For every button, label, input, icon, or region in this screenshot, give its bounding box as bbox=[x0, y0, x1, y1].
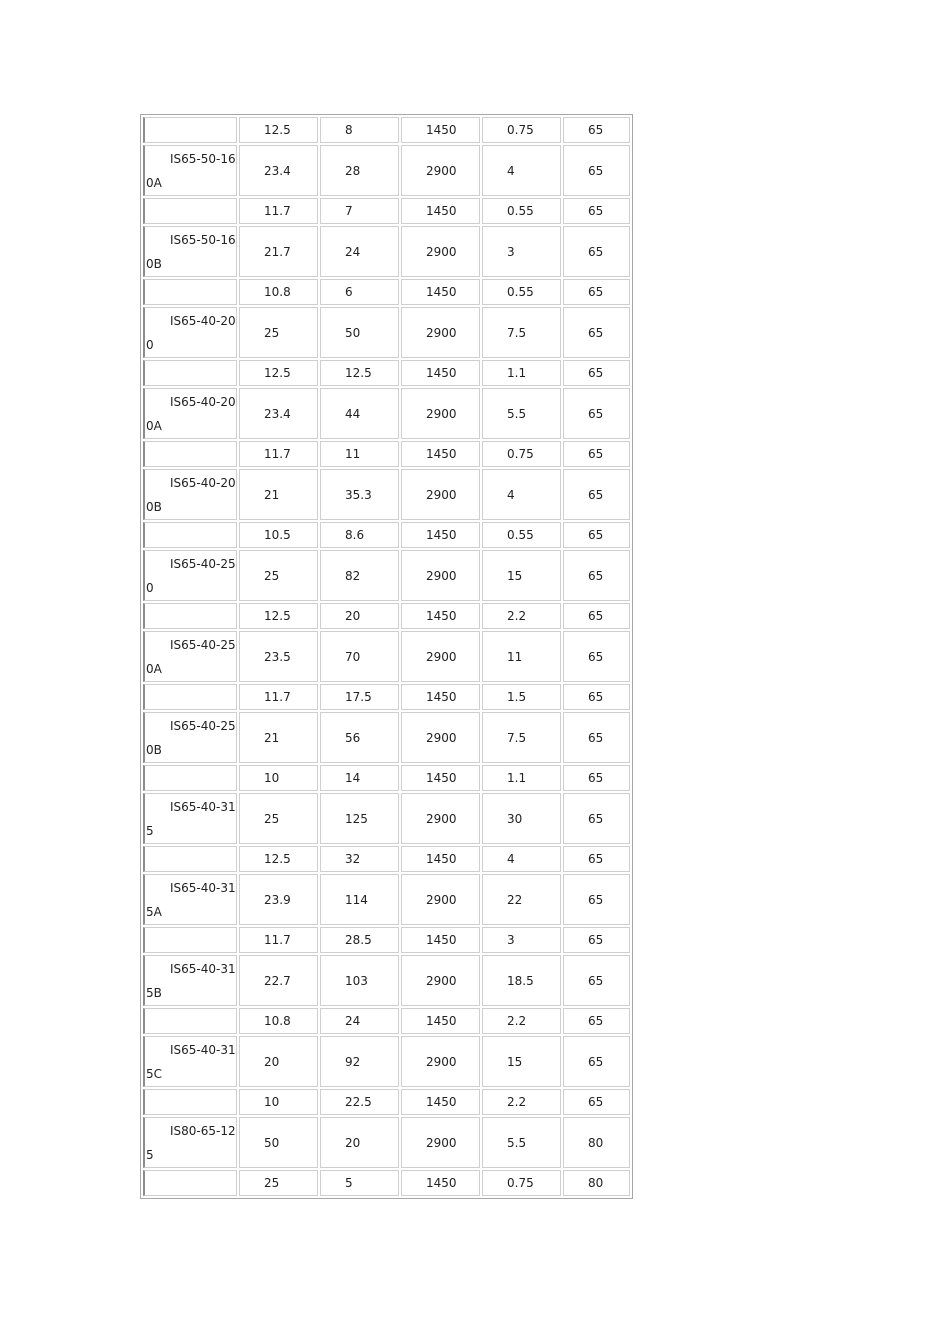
speed-cell: 1450 bbox=[401, 1170, 480, 1196]
size-cell: 65 bbox=[563, 522, 630, 548]
speed-cell: 1450 bbox=[401, 1089, 480, 1115]
power-cell: 1.5 bbox=[482, 684, 561, 710]
power-cell: 1.1 bbox=[482, 360, 561, 386]
flow-cell: 25 bbox=[239, 1170, 318, 1196]
power-cell: 1.1 bbox=[482, 765, 561, 791]
flow-cell: 20 bbox=[239, 1036, 318, 1087]
speed-cell: 2900 bbox=[401, 874, 480, 925]
table-row-low-speed bbox=[143, 1008, 630, 1034]
power-cell: 0.55 bbox=[482, 522, 561, 548]
model-cell-empty bbox=[143, 684, 237, 710]
head-cell: 35.3 bbox=[320, 469, 399, 520]
speed-cell: 1450 bbox=[401, 765, 480, 791]
pump-spec-table-body bbox=[143, 117, 630, 1196]
model-cell bbox=[143, 631, 237, 682]
flow-cell: 23.4 bbox=[239, 388, 318, 439]
speed-cell: 1450 bbox=[401, 360, 480, 386]
table-row-low-speed bbox=[143, 279, 630, 305]
table-row-model bbox=[143, 874, 630, 925]
size-cell: 65 bbox=[563, 145, 630, 196]
speed-cell: 2900 bbox=[401, 1117, 480, 1168]
table-row-model bbox=[143, 388, 630, 439]
head-cell: 12.5 bbox=[320, 360, 399, 386]
size-cell: 65 bbox=[563, 307, 630, 358]
model-cell bbox=[143, 388, 237, 439]
table-row-model bbox=[143, 550, 630, 601]
head-cell: 6 bbox=[320, 279, 399, 305]
head-cell: 14 bbox=[320, 765, 399, 791]
table-row-low-speed bbox=[143, 117, 630, 143]
head-cell: 20 bbox=[320, 1117, 399, 1168]
flow-cell: 11.7 bbox=[239, 441, 318, 467]
power-cell: 11 bbox=[482, 631, 561, 682]
model-name-line-2: 0A bbox=[146, 661, 162, 676]
power-cell: 2.2 bbox=[482, 603, 561, 629]
model-name-line-1: IS65-40-20 bbox=[170, 313, 236, 328]
model-name-line-1: IS65-40-31 bbox=[170, 799, 236, 814]
model-name-line-2: 5 bbox=[146, 823, 154, 838]
speed-cell: 1450 bbox=[401, 522, 480, 548]
size-cell: 65 bbox=[563, 1089, 630, 1115]
power-cell: 4 bbox=[482, 145, 561, 196]
power-cell: 7.5 bbox=[482, 307, 561, 358]
speed-cell: 2900 bbox=[401, 226, 480, 277]
model-name-line-1: IS65-50-16 bbox=[170, 232, 236, 247]
flow-cell: 21 bbox=[239, 469, 318, 520]
flow-cell: 21.7 bbox=[239, 226, 318, 277]
model-cell-empty bbox=[143, 441, 237, 467]
size-cell: 65 bbox=[563, 198, 630, 224]
flow-cell: 23.5 bbox=[239, 631, 318, 682]
size-cell: 65 bbox=[563, 955, 630, 1006]
speed-cell: 2900 bbox=[401, 550, 480, 601]
table-row-low-speed bbox=[143, 927, 630, 953]
model-name-line-1: IS65-40-31 bbox=[170, 961, 236, 976]
model-cell-empty bbox=[143, 117, 237, 143]
model-name-line-1: IS65-40-31 bbox=[170, 1042, 236, 1057]
power-cell: 2.2 bbox=[482, 1089, 561, 1115]
flow-cell: 23.4 bbox=[239, 145, 318, 196]
table-row-low-speed bbox=[143, 522, 630, 548]
size-cell: 65 bbox=[563, 927, 630, 953]
head-cell: 7 bbox=[320, 198, 399, 224]
model-name-line-1: IS80-65-12 bbox=[170, 1123, 236, 1138]
model-name-line-1: IS65-40-25 bbox=[170, 556, 236, 571]
size-cell: 65 bbox=[563, 603, 630, 629]
model-cell-empty bbox=[143, 765, 237, 791]
head-cell: 5 bbox=[320, 1170, 399, 1196]
model-cell-empty bbox=[143, 1008, 237, 1034]
size-cell: 65 bbox=[563, 360, 630, 386]
power-cell: 0.75 bbox=[482, 1170, 561, 1196]
model-name-line-2: 0A bbox=[146, 175, 162, 190]
head-cell: 8 bbox=[320, 117, 399, 143]
table-row-low-speed bbox=[143, 765, 630, 791]
flow-cell: 23.9 bbox=[239, 874, 318, 925]
speed-cell: 2900 bbox=[401, 712, 480, 763]
head-cell: 92 bbox=[320, 1036, 399, 1087]
speed-cell: 1450 bbox=[401, 441, 480, 467]
model-cell bbox=[143, 712, 237, 763]
speed-cell: 1450 bbox=[401, 846, 480, 872]
model-name-line-2: 0B bbox=[146, 256, 162, 271]
flow-cell: 22.7 bbox=[239, 955, 318, 1006]
model-cell bbox=[143, 955, 237, 1006]
flow-cell: 12.5 bbox=[239, 603, 318, 629]
speed-cell: 1450 bbox=[401, 279, 480, 305]
speed-cell: 1450 bbox=[401, 603, 480, 629]
head-cell: 70 bbox=[320, 631, 399, 682]
speed-cell: 2900 bbox=[401, 388, 480, 439]
speed-cell: 2900 bbox=[401, 145, 480, 196]
power-cell: 15 bbox=[482, 550, 561, 601]
table-row-model bbox=[143, 307, 630, 358]
power-cell: 4 bbox=[482, 846, 561, 872]
head-cell: 24 bbox=[320, 1008, 399, 1034]
power-cell: 2.2 bbox=[482, 1008, 561, 1034]
speed-cell: 1450 bbox=[401, 684, 480, 710]
model-name-line-2: 5C bbox=[146, 1066, 163, 1081]
head-cell: 56 bbox=[320, 712, 399, 763]
size-cell: 65 bbox=[563, 1008, 630, 1034]
table-row-low-speed bbox=[143, 198, 630, 224]
flow-cell: 12.5 bbox=[239, 360, 318, 386]
model-cell-empty bbox=[143, 927, 237, 953]
power-cell: 0.75 bbox=[482, 117, 561, 143]
model-cell bbox=[143, 145, 237, 196]
model-name-line-2: 0B bbox=[146, 742, 162, 757]
flow-cell: 10.8 bbox=[239, 279, 318, 305]
head-cell: 17.5 bbox=[320, 684, 399, 710]
power-cell: 7.5 bbox=[482, 712, 561, 763]
flow-cell: 11.7 bbox=[239, 927, 318, 953]
document-page bbox=[140, 114, 631, 1199]
model-cell bbox=[143, 793, 237, 844]
flow-cell: 10.8 bbox=[239, 1008, 318, 1034]
model-cell-empty bbox=[143, 1089, 237, 1115]
speed-cell: 2900 bbox=[401, 307, 480, 358]
size-cell: 65 bbox=[563, 550, 630, 601]
size-cell: 65 bbox=[563, 765, 630, 791]
head-cell: 50 bbox=[320, 307, 399, 358]
size-cell: 65 bbox=[563, 793, 630, 844]
flow-cell: 25 bbox=[239, 550, 318, 601]
table-row-model bbox=[143, 955, 630, 1006]
power-cell: 5.5 bbox=[482, 388, 561, 439]
flow-cell: 11.7 bbox=[239, 198, 318, 224]
head-cell: 82 bbox=[320, 550, 399, 601]
power-cell: 0.75 bbox=[482, 441, 561, 467]
model-name-line-1: IS65-40-25 bbox=[170, 718, 236, 733]
head-cell: 114 bbox=[320, 874, 399, 925]
head-cell: 28.5 bbox=[320, 927, 399, 953]
model-cell bbox=[143, 550, 237, 601]
table-row-low-speed bbox=[143, 1170, 630, 1196]
speed-cell: 2900 bbox=[401, 469, 480, 520]
model-cell bbox=[143, 307, 237, 358]
flow-cell: 10 bbox=[239, 765, 318, 791]
model-cell bbox=[143, 874, 237, 925]
head-cell: 125 bbox=[320, 793, 399, 844]
model-name-line-1: IS65-40-25 bbox=[170, 637, 236, 652]
head-cell: 32 bbox=[320, 846, 399, 872]
flow-cell: 10 bbox=[239, 1089, 318, 1115]
head-cell: 103 bbox=[320, 955, 399, 1006]
speed-cell: 2900 bbox=[401, 793, 480, 844]
model-name-line-2: 5B bbox=[146, 985, 162, 1000]
table-row-model bbox=[143, 631, 630, 682]
power-cell: 4 bbox=[482, 469, 561, 520]
model-name-line-2: 0 bbox=[146, 580, 154, 595]
flow-cell: 12.5 bbox=[239, 117, 318, 143]
power-cell: 0.55 bbox=[482, 279, 561, 305]
flow-cell: 25 bbox=[239, 793, 318, 844]
flow-cell: 50 bbox=[239, 1117, 318, 1168]
head-cell: 44 bbox=[320, 388, 399, 439]
size-cell: 80 bbox=[563, 1170, 630, 1196]
power-cell: 15 bbox=[482, 1036, 561, 1087]
speed-cell: 2900 bbox=[401, 955, 480, 1006]
head-cell: 22.5 bbox=[320, 1089, 399, 1115]
table-row-model bbox=[143, 469, 630, 520]
size-cell: 80 bbox=[563, 1117, 630, 1168]
table-row-model bbox=[143, 1036, 630, 1087]
head-cell: 8.6 bbox=[320, 522, 399, 548]
table-row-model bbox=[143, 1117, 630, 1168]
model-cell bbox=[143, 1036, 237, 1087]
table-row-model bbox=[143, 793, 630, 844]
table-row-model bbox=[143, 145, 630, 196]
size-cell: 65 bbox=[563, 712, 630, 763]
power-cell: 5.5 bbox=[482, 1117, 561, 1168]
size-cell: 65 bbox=[563, 1036, 630, 1087]
table-row-model bbox=[143, 226, 630, 277]
speed-cell: 1450 bbox=[401, 927, 480, 953]
flow-cell: 25 bbox=[239, 307, 318, 358]
flow-cell: 12.5 bbox=[239, 846, 318, 872]
speed-cell: 1450 bbox=[401, 198, 480, 224]
model-cell bbox=[143, 469, 237, 520]
size-cell: 65 bbox=[563, 874, 630, 925]
flow-cell: 11.7 bbox=[239, 684, 318, 710]
size-cell: 65 bbox=[563, 469, 630, 520]
table-row-low-speed bbox=[143, 441, 630, 467]
table-row-low-speed bbox=[143, 1089, 630, 1115]
speed-cell: 1450 bbox=[401, 117, 480, 143]
size-cell: 65 bbox=[563, 846, 630, 872]
size-cell: 65 bbox=[563, 117, 630, 143]
table-row-low-speed bbox=[143, 360, 630, 386]
model-name-line-1: IS65-40-31 bbox=[170, 880, 236, 895]
model-name-line-1: IS65-50-16 bbox=[170, 151, 236, 166]
model-cell bbox=[143, 226, 237, 277]
flow-cell: 10.5 bbox=[239, 522, 318, 548]
power-cell: 0.55 bbox=[482, 198, 561, 224]
table-row-low-speed bbox=[143, 846, 630, 872]
pump-spec-table bbox=[140, 114, 633, 1199]
model-name-line-2: 5 bbox=[146, 1147, 154, 1162]
model-name-line-1: IS65-40-20 bbox=[170, 475, 236, 490]
head-cell: 24 bbox=[320, 226, 399, 277]
model-cell-empty bbox=[143, 1170, 237, 1196]
power-cell: 3 bbox=[482, 226, 561, 277]
model-name-line-2: 0B bbox=[146, 499, 162, 514]
head-cell: 11 bbox=[320, 441, 399, 467]
model-name-line-1: IS65-40-20 bbox=[170, 394, 236, 409]
power-cell: 22 bbox=[482, 874, 561, 925]
size-cell: 65 bbox=[563, 279, 630, 305]
head-cell: 28 bbox=[320, 145, 399, 196]
power-cell: 3 bbox=[482, 927, 561, 953]
model-cell bbox=[143, 1117, 237, 1168]
size-cell: 65 bbox=[563, 388, 630, 439]
model-cell-empty bbox=[143, 603, 237, 629]
size-cell: 65 bbox=[563, 226, 630, 277]
speed-cell: 2900 bbox=[401, 1036, 480, 1087]
size-cell: 65 bbox=[563, 631, 630, 682]
table-row-low-speed bbox=[143, 603, 630, 629]
table-row-low-speed bbox=[143, 684, 630, 710]
model-name-line-2: 0A bbox=[146, 418, 162, 433]
model-name-line-2: 5A bbox=[146, 904, 162, 919]
table-row-model bbox=[143, 712, 630, 763]
speed-cell: 2900 bbox=[401, 631, 480, 682]
model-cell-empty bbox=[143, 279, 237, 305]
speed-cell: 1450 bbox=[401, 1008, 480, 1034]
size-cell: 65 bbox=[563, 684, 630, 710]
power-cell: 30 bbox=[482, 793, 561, 844]
model-cell-empty bbox=[143, 360, 237, 386]
model-cell-empty bbox=[143, 846, 237, 872]
size-cell: 65 bbox=[563, 441, 630, 467]
head-cell: 20 bbox=[320, 603, 399, 629]
model-cell-empty bbox=[143, 198, 237, 224]
model-name-line-2: 0 bbox=[146, 337, 154, 352]
model-cell-empty bbox=[143, 522, 237, 548]
power-cell: 18.5 bbox=[482, 955, 561, 1006]
flow-cell: 21 bbox=[239, 712, 318, 763]
